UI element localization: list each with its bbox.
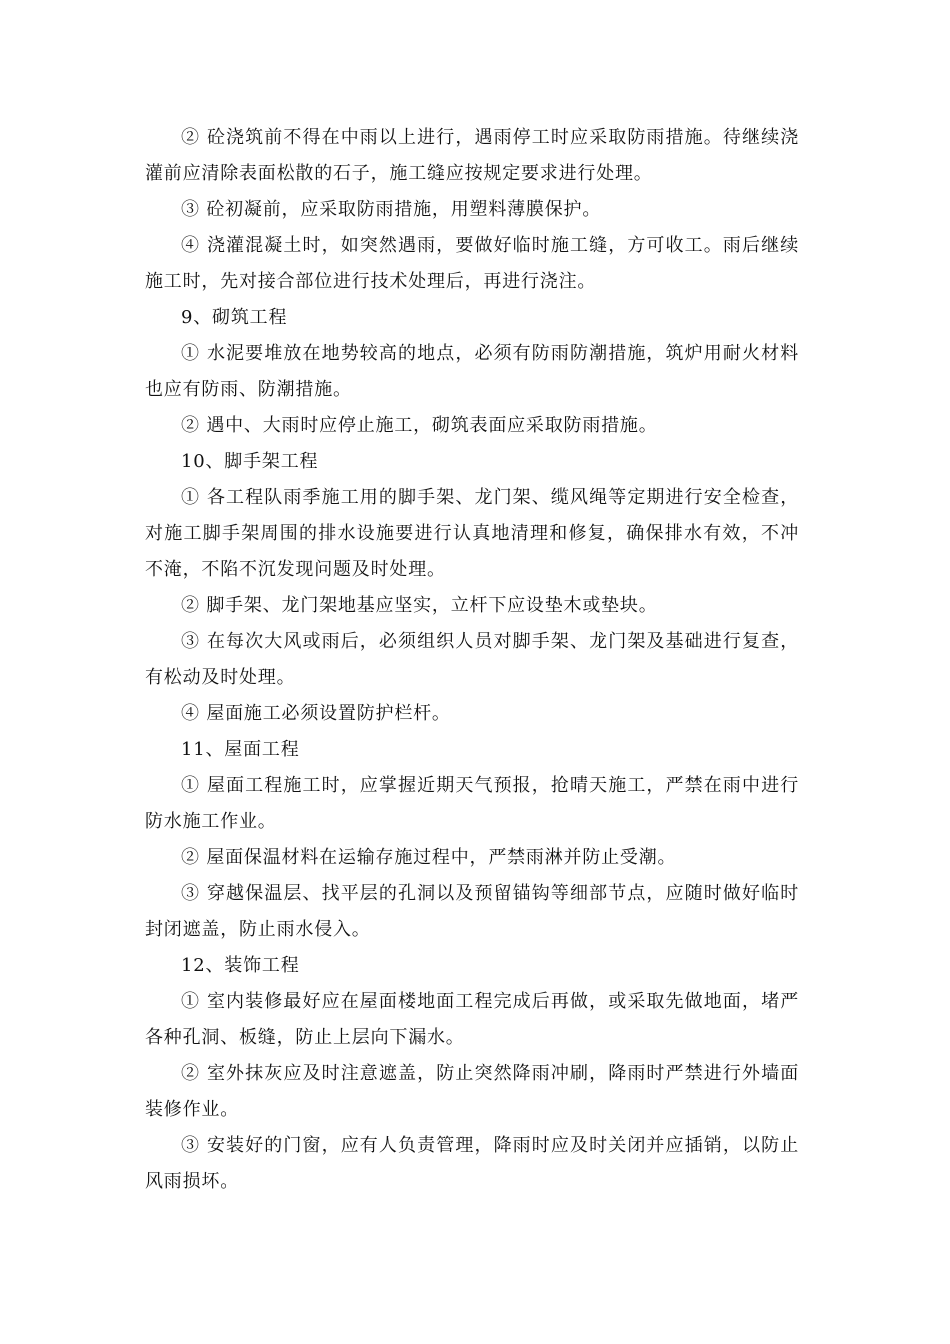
- paragraph-decoration-1: ① 室内装修最好应在屋面楼地面工程完成后再做，或采取先做地面，堵严各种孔洞、板缝，防止上层向下漏水。: [145, 991, 799, 1048]
- document-page: [145, 120, 799, 1200]
- section-heading-decoration: 12、装饰工程: [181, 955, 300, 976]
- paragraph-scaffolding-2: ② 脚手架、龙门架地基应坚实，立杆下应设垫木或垫块。: [181, 595, 658, 616]
- paragraph-concrete-4: ④ 浇灌混凝土时，如突然遇雨，要做好临时施工缝，方可收工。雨后继续施工时，先对接合部位进行技术处理后，再进行浇注。: [145, 235, 799, 292]
- paragraph-masonry-1: ① 水泥要堆放在地势较高的地点，必须有防雨防潮措施，筑炉用耐火材料也应有防雨、防潮措施。: [145, 343, 799, 400]
- paragraph-concrete-3: ③ 砼初凝前，应采取防雨措施，用塑料薄膜保护。: [181, 199, 602, 220]
- section-heading-roofing: 11、屋面工程: [181, 739, 300, 760]
- paragraph-roofing-2: ② 屋面保温材料在运输存施过程中，严禁雨淋并防止受潮。: [181, 847, 677, 868]
- paragraph-scaffolding-4: ④ 屋面施工必须设置防护栏杆。: [181, 703, 451, 724]
- paragraph-roofing-3: ③ 穿越保温层、找平层的孔洞以及预留锚钩等细部节点，应随时做好临时封闭遮盖，防止雨水侵入。: [145, 883, 799, 940]
- paragraph-decoration-3: ③ 安装好的门窗，应有人负责管理，降雨时应及时关闭并应插销，以防止风雨损坏。: [145, 1135, 799, 1192]
- section-heading-masonry: 9、砌筑工程: [181, 307, 288, 328]
- paragraph-concrete-2: ② 砼浇筑前不得在中雨以上进行，遇雨停工时应采取防雨措施。待继续浇灌前应清除表面松散的石子，施工缝应按规定要求进行处理。: [145, 127, 799, 184]
- section-heading-scaffolding: 10、脚手架工程: [181, 451, 319, 472]
- paragraph-scaffolding-1: ① 各工程队雨季施工用的脚手架、龙门架、缆风绳等定期进行安全检查，对施工脚手架周围的排水设施要进行认真地清理和修复，确保排水有效，不冲不淹，不陷不沉发现问题及时处理。: [145, 487, 799, 580]
- paragraph-roofing-1: ① 屋面工程施工时，应掌握近期天气预报，抢晴天施工，严禁在雨中进行防水施工作业。: [145, 775, 799, 832]
- paragraph-decoration-2: ② 室外抹灰应及时注意遮盖，防止突然降雨冲刷，降雨时严禁进行外墙面装修作业。: [145, 1063, 799, 1120]
- paragraph-masonry-2: ② 遇中、大雨时应停止施工，砌筑表面应采取防雨措施。: [181, 415, 658, 436]
- paragraph-scaffolding-3: ③ 在每次大风或雨后，必须组织人员对脚手架、龙门架及基础进行复查，有松动及时处理。: [145, 631, 799, 688]
